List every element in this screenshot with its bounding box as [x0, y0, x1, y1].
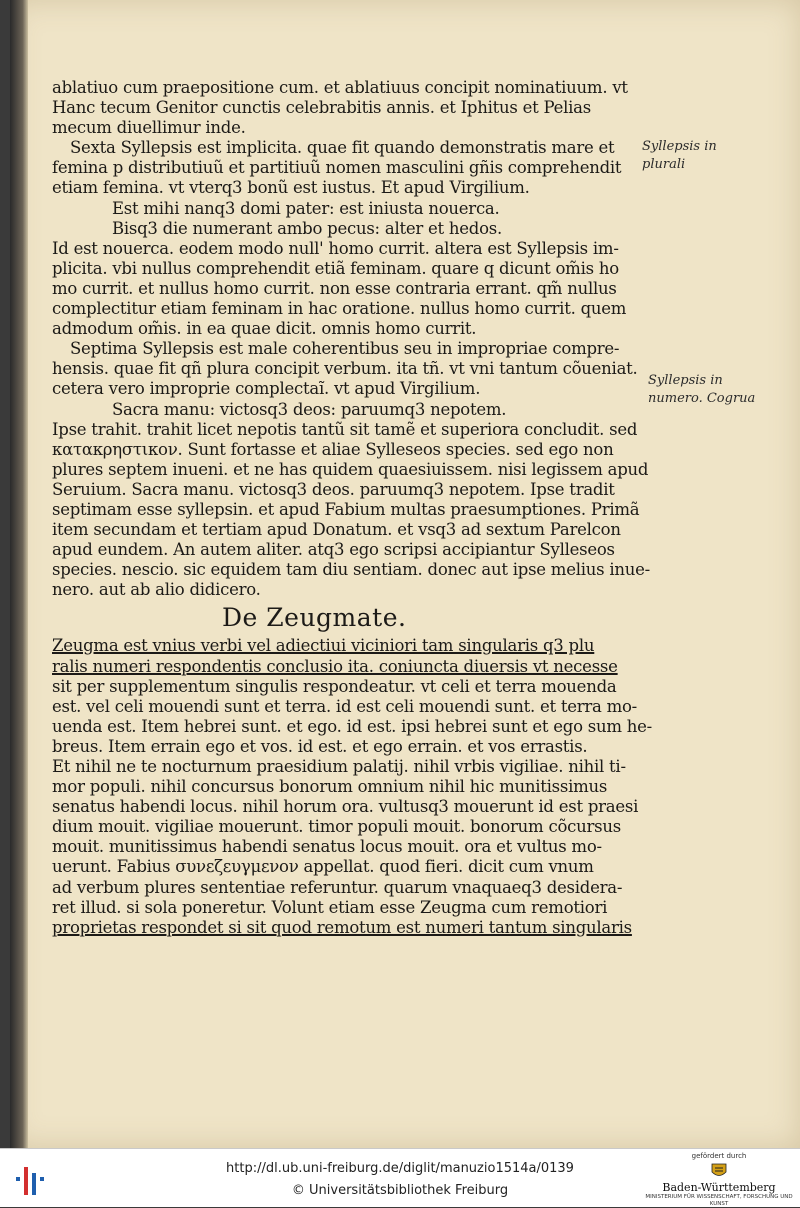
text-line: Hanc tecum Genitor cunctis celebrabitis annis. et Iphitus et Pelias [52, 98, 591, 118]
verse-line: Sacra manu: victosq3 deos: paruumq3 nepotem. [112, 399, 507, 419]
text-line: Seruium. Sacra manu. victosq3 deos. paruumq3 nepotem. Ipse tradit [52, 479, 615, 499]
text-line: uerunt. Fabius συνεζευγμενον appellat. quod fieri. dicit cum vnum [52, 857, 594, 877]
sponsor-state-name: Baden-Württemberg [662, 1181, 776, 1194]
document-url[interactable]: http://dl.ub.uni-freiburg.de/diglit/manuzio1514a/0139 [226, 1161, 574, 1176]
text-line: uenda est. Item hebrei sunt. et ego. id est. ipsi hebrei sunt et ego sum he- [52, 716, 652, 736]
text-line: mor populi. nihil concursus bonorum omnium nihil hic munitissimus [52, 777, 608, 797]
state-crest-icon [704, 1162, 734, 1180]
sponsor-label: gefördert durch [691, 1152, 747, 1160]
section-heading: De Zeugmate. [222, 603, 407, 633]
sponsor-ministry: MINISTERIUM FÜR WISSENSCHAFT, FORSCHUNG UND KUNST [645, 1194, 793, 1207]
text-line: admodum om̃is. in ea quae dicit. omnis homo currit. [52, 319, 477, 339]
text-line: mo currit. et nullus homo currit. non esse contraria errant. qm̃ nullus [52, 278, 617, 298]
text-line: item secundam et tertiam apud Donatum. et vsq3 ad sextum Parelcon [52, 520, 621, 540]
sponsor-block [644, 1152, 794, 1208]
book-spine [10, 0, 28, 1148]
text-line: hensis. quae fit qñ plura concipit verbum. ita tñ. vt vni tantum cõueniat. [52, 359, 638, 379]
text-line-underlined: ralis numeri respondentis conclusio ita. coniuncta diuersis vt necesse [52, 656, 618, 676]
text-line: plures septem inueni. et ne has quidem quaesiuissem. nisi legissem apud [52, 459, 649, 479]
text-line: apud eundem. An autem aliter. atq3 ego scripsi accipiantur Sylleseos [52, 540, 615, 560]
viewer-footer [0, 1148, 800, 1207]
text-line: dium mouit. vigiliae mouerunt. timor populi mouit. bonorum cõcursus [52, 817, 621, 837]
verse-line: Est mihi nanq3 domi pater: est iniusta nouerca. [112, 198, 500, 218]
text-line: ret illud. si sola poneretur. Volunt etiam esse Zeugma cum remotiori [52, 897, 608, 917]
margin-note [648, 372, 755, 408]
scanned-book-page [10, 0, 800, 1148]
margin-note-line: numero. Cogrua [648, 391, 756, 406]
text-line: mouit. munitissimus habendi senatus locus mouit. ora et vultus mo- [52, 837, 602, 857]
text-line: sit per supplementum singulis respondeatur. vt celi et terra mouenda [52, 676, 617, 696]
text-line: femina p distributiuũ et partitiuũ nomen masculini gñis comprehendit [52, 158, 622, 178]
text-line-underlined: proprietas respondet si sit quod remotum est numeri tantum singularis [52, 917, 632, 937]
text-line: Septima Syllepsis est male coherentibus seu in impropriae compre- [70, 339, 620, 359]
margin-note-line: plurali [642, 157, 686, 172]
printed-text-block [52, 78, 652, 938]
text-line: senatus habendi locus. nihil horum ora. vultusq3 mouerunt id est praesi [52, 797, 639, 817]
margin-note [642, 138, 717, 174]
text-line: Id est nouerca. eodem modo null' homo currit. altera est Syllepsis im- [52, 238, 619, 258]
text-line: est. vel celi mouendi sunt et terra. id est celi mouendi sunt. et terra mo- [52, 696, 637, 716]
margin-note-line: Syllepsis in [648, 373, 723, 388]
text-line: Et nihil ne te nocturnum praesidium palatij. nihil vrbis vigiliae. nihil ti- [52, 757, 626, 776]
text-line: complectitur etiam feminam in hac oratione. nullus homo currit. quem [52, 299, 627, 319]
text-line: nero. aut ab alio didicero. [52, 580, 261, 600]
text-line: cetera vero improprie complectaĩ. vt apud Virgilium. [52, 379, 481, 399]
copyright-credit: © Universitätsbibliothek Freiburg [291, 1183, 509, 1198]
text-line: κατακρηστικον. Sunt fortasse et aliae Sylleseos species. sed ego non [52, 439, 614, 459]
text-line: etiam femina. vt vterq3 bonũ est iustus. Et apud Virgilium. [52, 178, 530, 198]
text-line: ablatiuo cum praepositione cum. et ablatiuus concipit nominatiuum. vt [52, 78, 628, 97]
verse-line: Bisq3 die numerant ambo pecus: alter et hedos. [112, 218, 502, 238]
text-line: septimam esse syllepsin. et apud Fabium multas praesumptiones. Primã [52, 499, 640, 519]
text-line: Sexta Syllepsis est implicita. quae fit quando demonstratis mare et [70, 138, 615, 158]
text-line: plicita. vbi nullus comprehendit etiã feminam. quare q dicunt om̃is ho [52, 258, 619, 278]
text-line: Ipse trahit. trahit licet nepotis tantũ sit tamẽ et superiora concludit. sed [52, 419, 638, 439]
margin-note-line: Syllepsis in [642, 139, 717, 154]
text-line: species. nescio. sic equidem tam diu sentiam. donec aut ipse melius inue- [52, 560, 650, 580]
text-line: ad verbum plures sententiae referuntur. quarum vnaquaeq3 desidera- [52, 877, 623, 897]
text-line: mecum diuellimur inde. [52, 118, 246, 138]
text-line-underlined: Zeugma est vnius verbi vel adiectiui viciniori tam singularis q3 plu [52, 636, 595, 656]
text-line: breus. Item errain ego et vos. id est. et ego errain. et vos errastis. [52, 736, 588, 756]
